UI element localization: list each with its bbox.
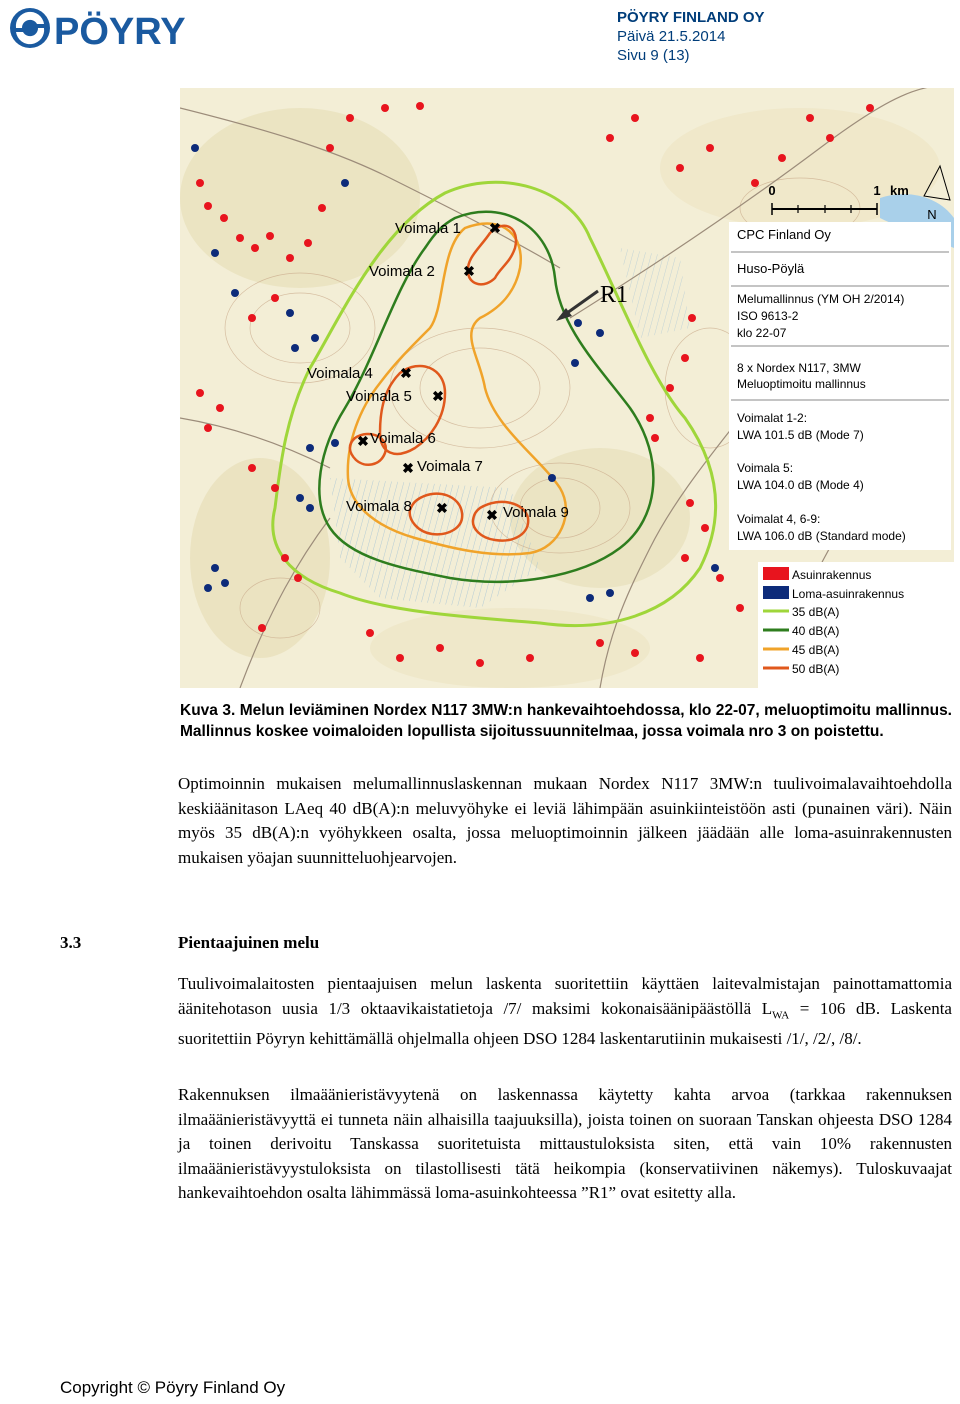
section-title: Pientaajuinen melu [178,933,320,952]
residential-building-dot [251,244,259,252]
holiday-building-dot [331,439,339,447]
residential-building-dot [666,384,674,392]
document-date: Päivä 21.5.2014 [617,28,726,45]
paragraph-text: Tuulivoimalaitosten pientaajuisen melun laskenta suoritettiin käyttäen laitevalmistajan painottamattomia äänitehotason uusia 1/3 oktaavikaistatietoja /7/ maksimi kokonaisäänipäästöllä L [178,974,952,1018]
residential-building-dot [706,144,714,152]
legend-swatch-residential [763,567,789,580]
north-label: N [927,207,937,222]
legend-label: 35 dB(A) [792,605,840,619]
holiday-building-dot [306,444,314,452]
residential-building-dot [248,314,256,322]
holiday-building-dot [586,594,594,602]
noise-map [180,88,954,688]
holiday-building-dot [574,319,582,327]
residential-building-dot [631,649,639,657]
holiday-building-dot [204,584,212,592]
turbine-5-marker: ✖ [432,388,444,404]
info-line: LWA 104.0 dB (Mode 4) [737,478,864,492]
residential-building-dot [778,154,786,162]
lwa-subscript: WA [772,1008,790,1021]
info-line: Voimalat 4, 6-9: [737,512,821,526]
residential-building-dot [318,204,326,212]
residential-building-dot [681,554,689,562]
info-line: LWA 101.5 dB (Mode 7) [737,428,864,442]
residential-building-dot [676,164,684,172]
residential-building-dot [396,654,404,662]
residential-building-dot [366,629,374,637]
residential-building-dot [294,574,302,582]
residential-building-dot [826,134,834,142]
residential-building-dot [436,644,444,652]
holiday-building-dot [306,504,314,512]
turbine-5-label: Voimala 5 [346,388,412,405]
residential-building-dot [416,102,424,110]
turbine-1-marker: ✖ [489,220,501,236]
document-header [617,8,765,65]
residential-building-dot [631,114,639,122]
info-line: Huso-Pöylä [737,261,805,276]
residential-building-dot [281,554,289,562]
copyright-footer: Copyright © Pöyry Finland Oy [60,1378,286,1397]
legend-swatch-holiday [763,586,789,599]
holiday-building-dot [211,564,219,572]
poyry-logo [4,4,244,52]
residential-building-dot [216,404,224,412]
residential-building-dot [196,389,204,397]
legend-label: 50 dB(A) [792,662,840,676]
residential-building-dot [381,104,389,112]
turbine-8-label: Voimala 8 [346,498,412,515]
paragraph-low-frequency [178,972,952,1052]
residential-building-dot [248,464,256,472]
holiday-building-dot [221,579,229,587]
turbine-2-marker: ✖ [463,263,475,279]
residential-building-dot [266,232,274,240]
r1-label: R1 [600,282,629,308]
holiday-building-dot [191,144,199,152]
turbine-4-marker: ✖ [400,365,412,381]
turbine-9-label: Voimala 9 [503,504,569,521]
residential-building-dot [646,414,654,422]
scale-unit: km [890,183,909,198]
legend-label: Loma-asuinrakennus [792,587,905,601]
turbine-2-label: Voimala 2 [369,263,435,280]
residential-building-dot [681,354,689,362]
holiday-building-dot [711,564,719,572]
info-line: Voimalat 1-2: [737,411,808,425]
residential-building-dot [688,314,696,322]
svg-text:PÖYRY: PÖYRY [54,11,186,52]
turbine-1-label: Voimala 1 [395,220,461,237]
residential-building-dot [204,202,212,210]
info-line: CPC Finland Oy [737,227,831,242]
residential-building-dot [736,604,744,612]
residential-building-dot [701,524,709,532]
legend-label: 45 dB(A) [792,643,840,657]
holiday-building-dot [231,289,239,297]
paragraph-insulation: Rakennuksen ilmaäänieristävyytenä on laskennassa käytetty kahta arvoa (tarkkaa rakennuksen ilmaäänieristävyyttä ei tunneta näin alhaisilla taajuuksilla), joista toinen on suoraan Tanskan ohjeesta DSO 1284 ja toinen derivoitu Tanskassa suoritetuista mittaustuloksista siten, että vain 10% rakennusten ilmaäänieristävyystuloksista on tilastollisesti tätä heikompia (konservatiivinen näkemys). Tuloskuvaajat hankevaihtoehdon osalta lähimmässä loma-asuinkohteessa ”R1” ovat esitetty alla. [178,1085,952,1202]
turbine-7-marker: ✖ [402,460,414,476]
residential-building-dot [866,104,874,112]
holiday-building-dot [606,589,614,597]
info-line: Melumallinnus (YM OH 2/2014) [737,292,905,306]
residential-building-dot [286,254,294,262]
residential-building-dot [526,654,534,662]
residential-building-dot [651,434,659,442]
holiday-building-dot [286,309,294,317]
page-number: Sivu 9 (13) [617,47,690,64]
residential-building-dot [476,659,484,667]
turbine-9-marker: ✖ [486,507,498,523]
residential-building-dot [271,294,279,302]
residential-building-dot [806,114,814,122]
info-line: Voimala 5: [737,461,794,475]
residential-building-dot [596,639,604,647]
holiday-building-dot [571,359,579,367]
company-name: PÖYRY FINLAND OY [617,9,765,26]
residential-building-dot [220,214,228,222]
holiday-building-dot [341,179,349,187]
info-line: ISO 9613-2 [737,309,799,323]
residential-building-dot [716,574,724,582]
residential-building-dot [751,179,759,187]
scale-zero: 0 [768,183,776,198]
residential-building-dot [326,144,334,152]
residential-building-dot [204,424,212,432]
scale-one: 1 [873,183,881,198]
turbine-7-label: Voimala 7 [417,458,483,475]
turbine-8-marker: ✖ [436,500,448,516]
info-line: Meluoptimoitu mallinnus [737,377,866,391]
residential-building-dot [196,179,204,187]
section-number: 3.3 [60,933,82,952]
holiday-building-dot [296,494,304,502]
holiday-building-dot [211,249,219,257]
residential-building-dot [304,239,312,247]
residential-building-dot [696,654,704,662]
residential-building-dot [236,234,244,242]
holiday-building-dot [548,474,556,482]
residential-building-dot [258,624,266,632]
info-line: 8 x Nordex N117, 3MW [737,361,861,375]
turbine-4-label: Voimala 4 [307,365,373,382]
paragraph-text: = 106 dB. Laskenta suoritettiin Pöyryn kehittämällä ohjelmalla ohjeen DSO 1284 laskentarutiinin mukaisesti /1/, /2/, /8/. [178,998,952,1049]
residential-building-dot [606,134,614,142]
residential-building-dot [346,114,354,122]
map-info-panel [729,222,951,550]
residential-building-dot [686,499,694,507]
turbine-6-label: Voimala 6 [370,430,436,447]
turbine-6-marker: ✖ [357,433,369,449]
info-line: klo 22-07 [737,326,787,340]
holiday-building-dot [291,344,299,352]
legend-label: 40 dB(A) [792,624,840,638]
holiday-building-dot [596,329,604,337]
paragraph-optimization: Optimoinnin mukaisen melumallinnuslaskennan mukaan Nordex N117 3MW:n tuulivoimalavaihtoehdolla keskiäänitason LAeq 40 dB(A):n meluvyöhyke ei leviä lähimpään asuinkiinteistöön asti (punainen väri). Näin myös 35 dB(A):n vyöhykkeen osalta, jossa meluoptimoinnin jälkeen jäädään alle loma-asuinrakennusten mukaisen yöajan suunnitteluohjearvojen. [178,774,952,867]
holiday-building-dot [311,334,319,342]
residential-building-dot [271,484,279,492]
legend-label: Asuinrakennus [792,568,872,582]
map-legend [758,562,954,688]
figure-caption: Kuva 3. Melun leviäminen Nordex N117 3MW:n hankevaihtoehdossa, klo 22-07, meluoptimoitu mallinnus. Mallinnus koskee voimaloiden lopullista sijoitussuunnitelmaa, jossa voimala nro 3 on poistettu. [180,702,952,740]
info-line: LWA 106.0 dB (Standard mode) [737,529,906,543]
